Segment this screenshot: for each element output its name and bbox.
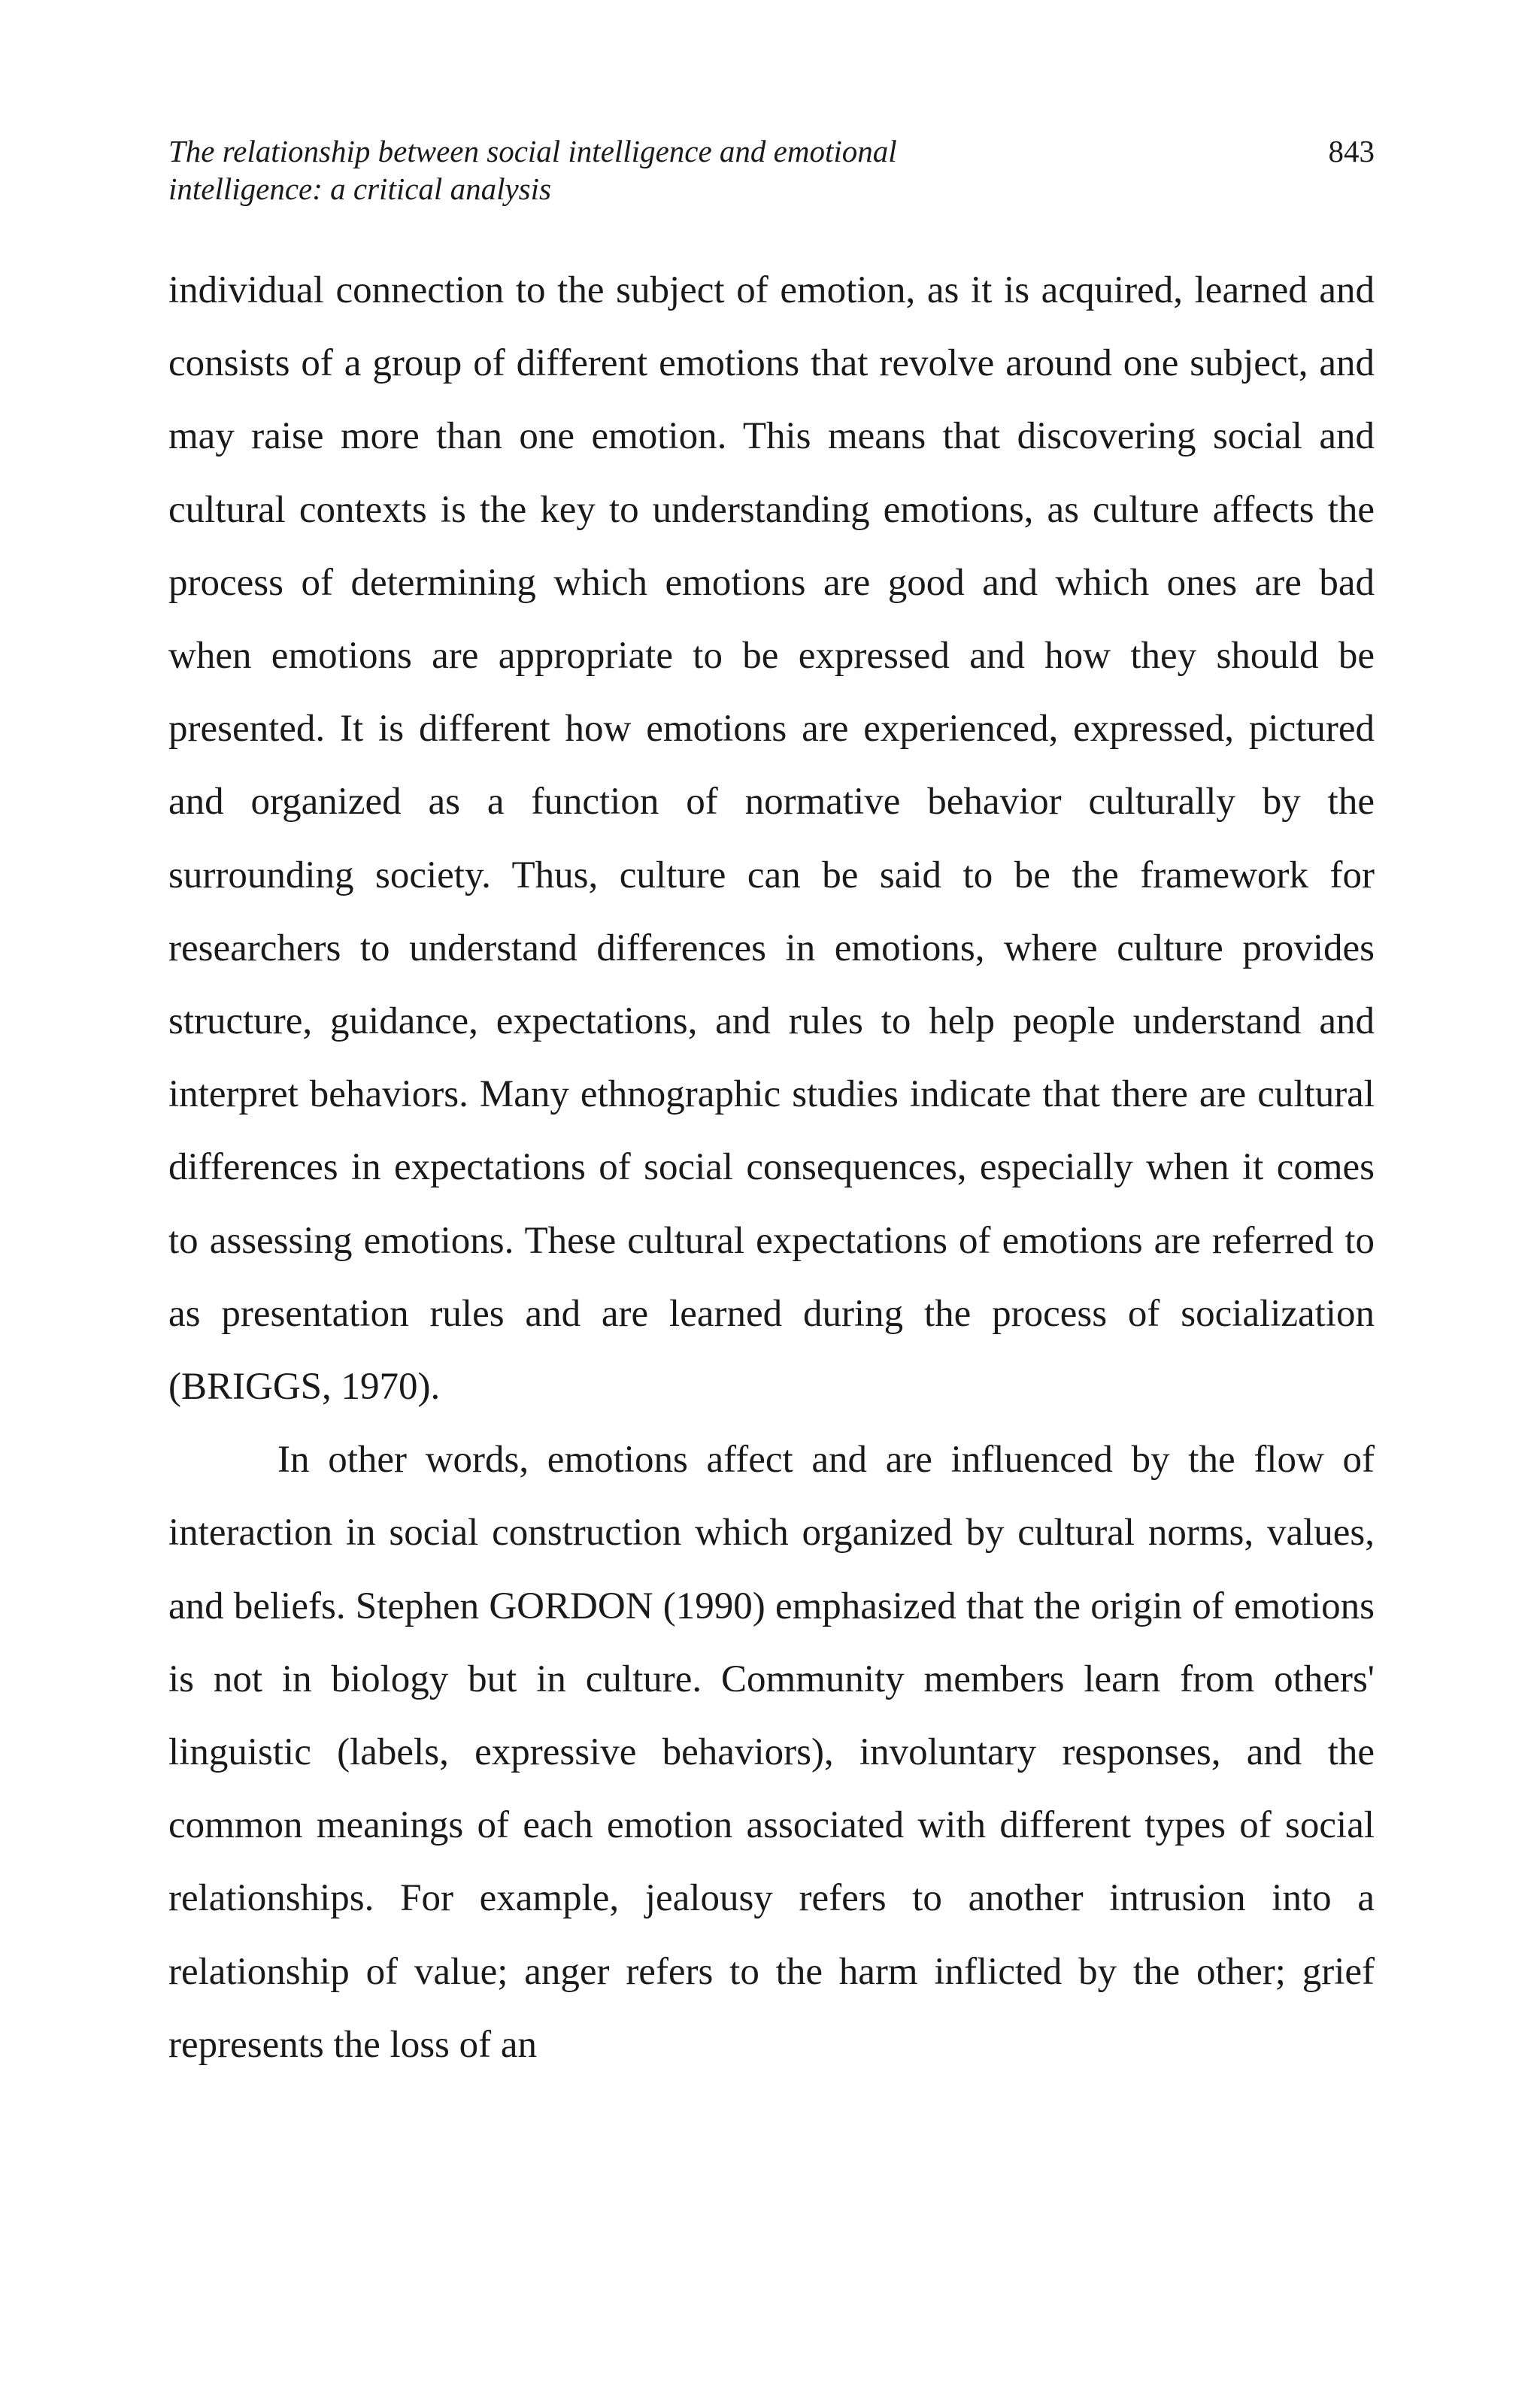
paragraph-1: individual connection to the subject of emotion, as it is acquired, learned and consists of a group of different emotions that revolve around one subject, and may raise more than one emotion. This means that discovering social and cultural contexts is the key to understanding emotions, as culture affects the process of determining which emotions are good and which ones are bad when emotions are appropriate to be expressed and how they should be presented. It is different how emotions are experienced, expressed, pictured and organized as a function of normative behavior culturally by the surrounding society. Thus, culture can be said to be the framework for researchers to understand differences in emotions, where culture provides structure, guidance, expectations, and rules to help people understand and interpret behaviors. Many ethnographic studies indicate that there are cultural differences in expectations of social consequences, especially when it comes to assessing emotions. These cultural expectations of emotions are referred to as presentation rules and are learned during the process of socialization (BRIGGS, 1970). (168, 269, 1375, 1409)
running-header-title-line-2: intelligence: a critical analysis (168, 171, 551, 206)
body-text (168, 254, 1375, 2082)
running-header-title-line-1: The relationship between social intelligence and emotional (168, 134, 897, 168)
paragraph-2: In other words, emotions affect and are influenced by the flow of interaction in social construction which organized by cultural norms, values, and beliefs. Stephen GORDON (1990) emphasized that the origin of emotions is not in biology but in culture. Community members learn from others' linguistic (labels, expressive behaviors), involuntary responses, and the common meanings of each emotion associated with different types of social relationships. For example, jealousy refers to another intrusion into a relationship of value; anger refers to the harm inflicted by the other; grief represents the loss of an (168, 1439, 1375, 2066)
running-header (168, 132, 1375, 223)
page-number: 843 (1328, 134, 1375, 168)
running-header-title (168, 132, 1071, 208)
